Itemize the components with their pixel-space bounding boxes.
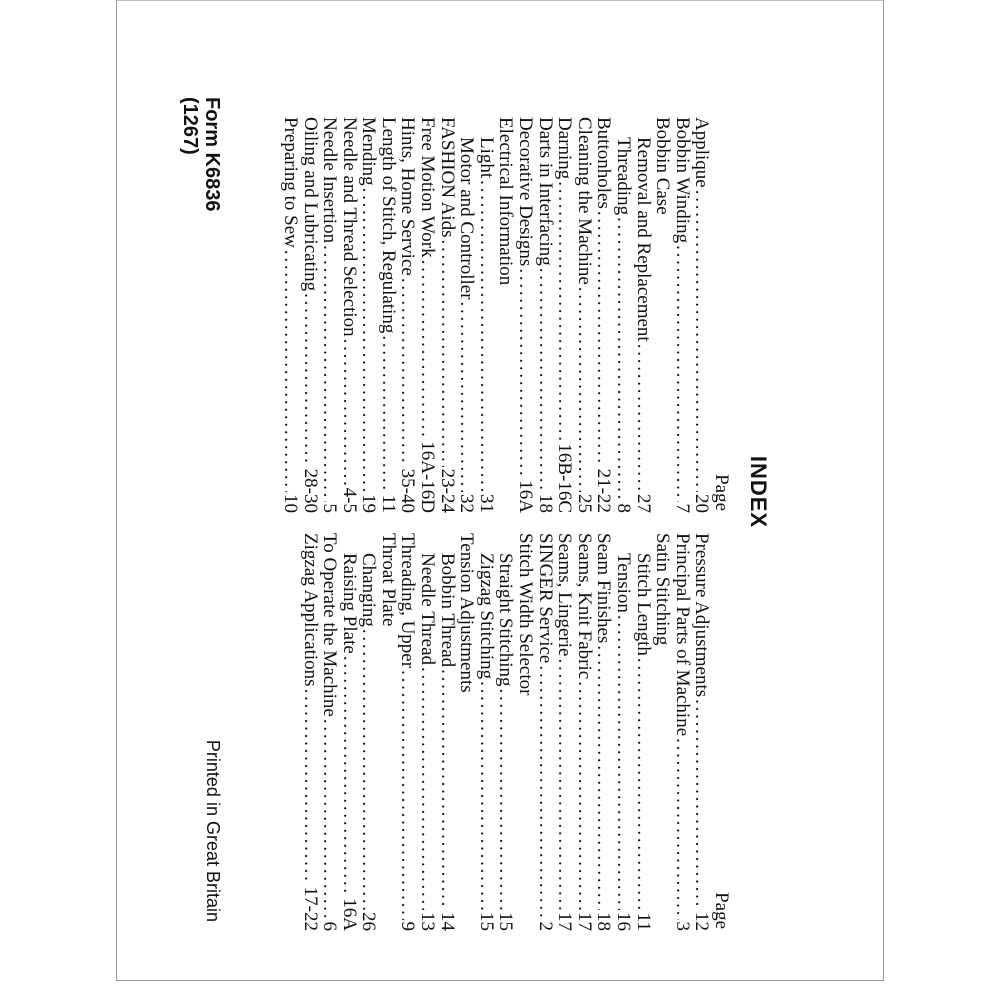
index-entry-page: 15 bbox=[495, 912, 517, 931]
index-entry-page: 19 bbox=[358, 494, 380, 513]
dot-leader bbox=[672, 738, 692, 919]
index-entry-label: Oiling and Lubricating bbox=[299, 117, 321, 292]
index-entry-label: Buttonholes bbox=[593, 117, 615, 209]
index-entry-page: 12 bbox=[691, 912, 713, 931]
index-entry bbox=[653, 533, 673, 931]
index-entry-page: 17 bbox=[554, 912, 576, 931]
index-entry-label: Seams, Lingerie bbox=[554, 533, 576, 657]
index-entry bbox=[594, 117, 614, 513]
index-entry-page: 28-30 bbox=[299, 468, 321, 513]
dot-leader bbox=[418, 667, 438, 910]
index-entry bbox=[320, 533, 340, 931]
index-entry bbox=[378, 117, 398, 513]
printed-in-note: Printed in Great Britain bbox=[203, 739, 223, 922]
index-title: INDEX bbox=[746, 455, 771, 529]
dot-leader bbox=[672, 245, 692, 501]
index-entry-label: Straight Stitching bbox=[495, 553, 517, 687]
index-entry-page: 17 bbox=[573, 912, 595, 931]
dot-leader bbox=[300, 689, 320, 885]
index-entry-label: Zigzag Applications bbox=[299, 533, 321, 687]
index-entry-page: 23-24 bbox=[436, 468, 458, 513]
dot-leader bbox=[613, 217, 633, 501]
dot-leader bbox=[418, 260, 438, 440]
index-entry-page: 17-22 bbox=[299, 886, 321, 931]
index-entry bbox=[515, 533, 535, 931]
index-entry-page: 16B-16C bbox=[554, 443, 576, 513]
index-entry bbox=[457, 533, 477, 931]
index-entry-page: 15 bbox=[475, 912, 497, 931]
dot-leader bbox=[555, 658, 575, 910]
index-entry-page: 26 bbox=[358, 912, 380, 931]
index-entry-label: Hints, Home Service bbox=[397, 117, 419, 276]
dot-leader bbox=[496, 689, 516, 910]
dot-leader bbox=[535, 665, 555, 919]
form-number-block bbox=[179, 97, 223, 212]
index-entry-label: Darts in Interfacing bbox=[534, 117, 556, 266]
index-entry bbox=[476, 117, 496, 513]
dot-leader bbox=[633, 344, 653, 492]
index-entry bbox=[535, 117, 555, 513]
index-entry-label: Satin Stitching bbox=[652, 533, 674, 646]
index-entry-page: 31 bbox=[475, 494, 497, 513]
rotated-index-content bbox=[155, 42, 795, 942]
index-entry bbox=[555, 117, 575, 513]
index-entry-page: 16A bbox=[338, 898, 360, 931]
index-right-column bbox=[300, 533, 731, 931]
index-entry-label: Preparing to Sew bbox=[279, 117, 301, 248]
index-entry-label: Bobbin Thread bbox=[436, 553, 458, 668]
index-entry-page: 10 bbox=[279, 494, 301, 513]
index-entry bbox=[418, 117, 438, 513]
index-entry bbox=[418, 533, 438, 931]
index-entry bbox=[672, 117, 692, 513]
index-entry-label: Motor and Controller bbox=[456, 137, 478, 300]
index-entry-page: 16A bbox=[515, 480, 537, 513]
index-entry bbox=[496, 533, 516, 931]
form-code: (1267) bbox=[179, 97, 201, 155]
index-entry-page: 16 bbox=[613, 912, 635, 931]
index-entry-page: 25 bbox=[573, 494, 595, 513]
dot-leader bbox=[398, 278, 418, 467]
index-entry bbox=[613, 117, 633, 513]
index-entry-label: Raising Plate bbox=[338, 553, 360, 654]
index-entry bbox=[437, 533, 457, 931]
dot-leader bbox=[692, 699, 712, 910]
index-entry bbox=[398, 117, 418, 513]
index-entry-label: Applique bbox=[691, 117, 713, 188]
index-entry-page: 16A-16D bbox=[417, 441, 439, 513]
dot-leader bbox=[457, 302, 477, 492]
index-entry-label: Tension Adjustments bbox=[456, 533, 478, 693]
index-entry bbox=[280, 117, 300, 513]
index-entry-label: Seam Finishes bbox=[593, 533, 615, 644]
index-entry-label: SINGER Service bbox=[534, 533, 556, 664]
dot-leader bbox=[574, 287, 594, 492]
index-entry bbox=[653, 117, 673, 513]
dot-leader bbox=[320, 245, 340, 501]
index-entry bbox=[672, 533, 692, 931]
index-entry bbox=[555, 533, 575, 931]
index-entry-label: FASHION Aids bbox=[436, 117, 458, 238]
index-entry bbox=[692, 117, 712, 513]
index-entry-label: Bobbin Winding bbox=[671, 117, 693, 244]
index-entry-page: 11 bbox=[632, 912, 654, 931]
index-entry-label: Threading bbox=[613, 137, 635, 216]
index-entry-page: 13 bbox=[417, 912, 439, 931]
dot-leader bbox=[339, 656, 359, 896]
index-entry-page: 18 bbox=[534, 494, 556, 513]
index-entry bbox=[692, 533, 712, 931]
dot-leader bbox=[437, 240, 457, 467]
index-entry bbox=[320, 117, 340, 513]
index-entry-page: 7 bbox=[671, 503, 693, 513]
index-entry-label: Light bbox=[475, 137, 497, 179]
index-entry-label: Stitch Length bbox=[632, 553, 654, 656]
index-entry bbox=[535, 533, 555, 931]
index-entry bbox=[300, 533, 320, 931]
index-entry-label: To Operate the Machine bbox=[319, 533, 341, 717]
index-entry bbox=[633, 117, 653, 513]
index-entry-page: 3 bbox=[671, 921, 693, 931]
index-entry-label: Removal and Replacement bbox=[632, 137, 654, 342]
index-entry-page: 11 bbox=[377, 494, 399, 513]
index-entry-label: Mending bbox=[358, 117, 380, 186]
index-left-column bbox=[280, 117, 731, 513]
index-entry bbox=[496, 117, 516, 513]
index-entry-label: Darning bbox=[554, 117, 576, 180]
index-entry-label: Length of Stitch, Regulating bbox=[377, 117, 399, 334]
dot-leader bbox=[692, 190, 712, 492]
index-entry-page: 27 bbox=[632, 494, 654, 513]
index-entry-label: Throat Plate bbox=[377, 533, 399, 627]
dot-leader bbox=[300, 293, 320, 467]
form-number: Form K6836 bbox=[201, 97, 223, 212]
index-entry-page: 5 bbox=[319, 503, 341, 513]
dot-leader bbox=[359, 188, 379, 492]
index-entry-label: Pressure Adjustments bbox=[691, 533, 713, 698]
index-entry-page: 14 bbox=[436, 912, 458, 931]
index-entry-label: Principal Parts of Machine bbox=[671, 533, 693, 737]
index-entry-label: Needle Insertion bbox=[319, 117, 341, 244]
index-entry-label: Changing bbox=[358, 553, 380, 627]
index-entry bbox=[574, 533, 594, 931]
index-entry bbox=[339, 117, 359, 513]
index-entry-page: 20 bbox=[691, 494, 713, 513]
index-entry bbox=[300, 117, 320, 513]
dot-leader bbox=[280, 250, 300, 492]
dot-leader bbox=[574, 681, 594, 910]
index-entry-label: Needle Thread bbox=[417, 553, 439, 666]
index-entry-label: Needle and Thread Selection bbox=[338, 117, 360, 337]
index-entry bbox=[633, 533, 653, 931]
index-entry-label: Stitch Width Selector bbox=[515, 533, 537, 696]
index-entry-label: Seams, Knit Fabric bbox=[573, 533, 595, 680]
dot-leader bbox=[476, 180, 496, 492]
index-entry bbox=[574, 117, 594, 513]
index-entry-page: 9 bbox=[397, 921, 419, 931]
index-entry-page: 4-5 bbox=[338, 487, 360, 513]
index-entry bbox=[398, 533, 418, 931]
index-entry-page: 6 bbox=[319, 921, 341, 931]
dot-leader bbox=[594, 211, 614, 467]
index-entry bbox=[515, 117, 535, 513]
index-entry-label: Free Motion Work bbox=[417, 117, 439, 258]
dot-leader bbox=[359, 629, 379, 910]
index-entry-page: 2 bbox=[534, 921, 556, 931]
dot-leader bbox=[613, 615, 633, 910]
index-entry bbox=[378, 533, 398, 931]
dot-leader bbox=[476, 681, 496, 910]
dot-leader bbox=[555, 181, 575, 441]
index-entry-label: Zigzag Stitching bbox=[475, 553, 497, 680]
index-entry bbox=[339, 533, 359, 931]
page-column-heading: Page bbox=[711, 892, 732, 929]
dot-leader bbox=[339, 339, 359, 486]
index-entry-label: Tension bbox=[613, 553, 635, 613]
index-entry-label: Bobbin Case bbox=[652, 117, 674, 215]
dot-leader bbox=[633, 658, 653, 911]
dot-leader bbox=[320, 719, 340, 920]
index-entry-page: 32 bbox=[456, 494, 478, 513]
index-entry-label: Electrical Information bbox=[495, 117, 517, 286]
index-entry-page: 21-22 bbox=[593, 468, 615, 513]
index-entry-label: Cleaning the Machine bbox=[573, 117, 595, 285]
dot-leader bbox=[378, 335, 398, 492]
dot-leader bbox=[535, 268, 555, 492]
dot-leader bbox=[515, 268, 535, 478]
index-entry bbox=[476, 533, 496, 931]
index-entry-page: 35-40 bbox=[397, 468, 419, 513]
index-entry-page: 8 bbox=[613, 503, 635, 513]
index-entry bbox=[594, 533, 614, 931]
index-entry bbox=[359, 117, 379, 513]
dot-leader bbox=[594, 645, 614, 910]
index-entry bbox=[613, 533, 633, 931]
index-entry bbox=[359, 533, 379, 931]
index-entry-label: Decorative Designs bbox=[515, 117, 537, 267]
index-entry-page: 18 bbox=[593, 912, 615, 931]
page-column-heading: Page bbox=[711, 474, 732, 511]
index-entry bbox=[457, 117, 477, 513]
dot-leader bbox=[437, 669, 457, 910]
index-entry-label: Threading, Upper bbox=[397, 533, 419, 669]
dot-leader bbox=[398, 670, 418, 919]
index-entry bbox=[437, 117, 457, 513]
